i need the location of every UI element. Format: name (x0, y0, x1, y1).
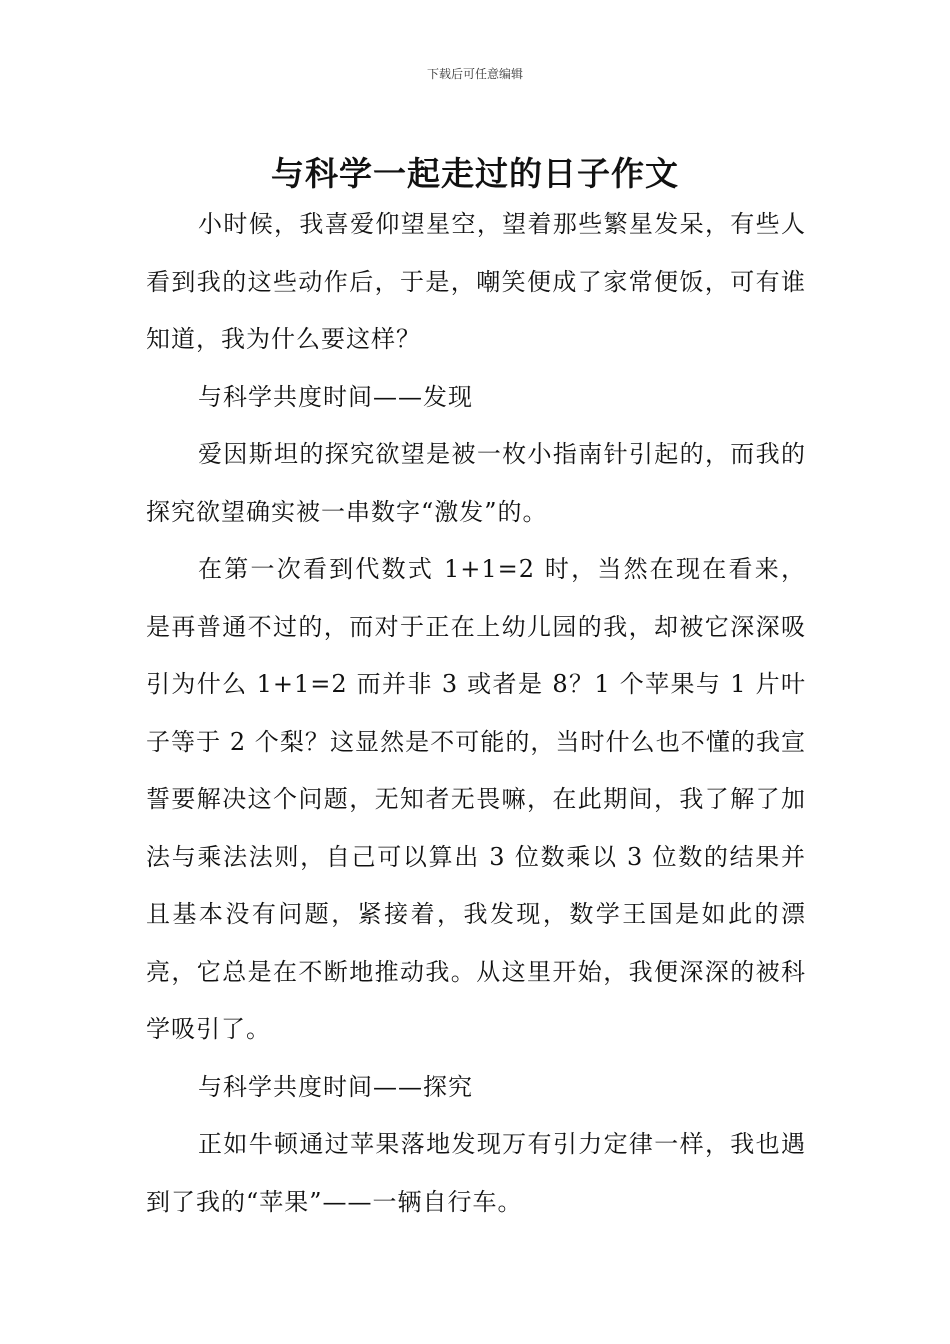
page-header-note: 下载后可任意编辑 (426, 67, 523, 81)
section-heading-discovery: 与科学共度时间——发现 (198, 382, 473, 411)
paragraph-bicycle: 正如牛顿通过苹果落地发现万有引力定律一样，我也遇到了我的“苹果”——一辆自行车。 (146, 1130, 806, 1216)
paragraph-arithmetic: 在第一次看到代数式 1+1=2 时，当然在现在看来，是再普通不过的，而对于正在上幼儿园的我，却被它深深吸引为什么 1+1=2 而并非 3 或者是 8？1 个苹果与 1 片叶子等于 2 个梨？这显然是不可能的，当时什么也不懂的我宣誓要解决这个问题，无知者无畏嘛，在此期间，我了解了加法与乘法法则，自己可以算出 3 位数乘以 3 位数的结果并且基本没有问题，紧接着，我发现，数学王国是如此的漂亮，它总是在不断地推动我。从这里开始，我便深深的被科学吸引了。 (146, 555, 806, 1043)
paragraph-einstein: 爱因斯坦的探究欲望是被一枚小指南针引起的，而我的探究欲望确实被一串数字“激发”的。 (146, 440, 806, 526)
section-heading-exploration: 与科学共度时间——探究 (198, 1072, 473, 1101)
document-body (146, 196, 806, 1231)
paragraph-intro: 小时候，我喜爱仰望星空，望着那些繁星发呆，有些人看到我的这些动作后，于是，嘲笑便成了家常便饭，可有谁知道，我为什么要这样？ (146, 210, 806, 353)
document-title: 与科学一起走过的日子作文 (271, 154, 679, 194)
